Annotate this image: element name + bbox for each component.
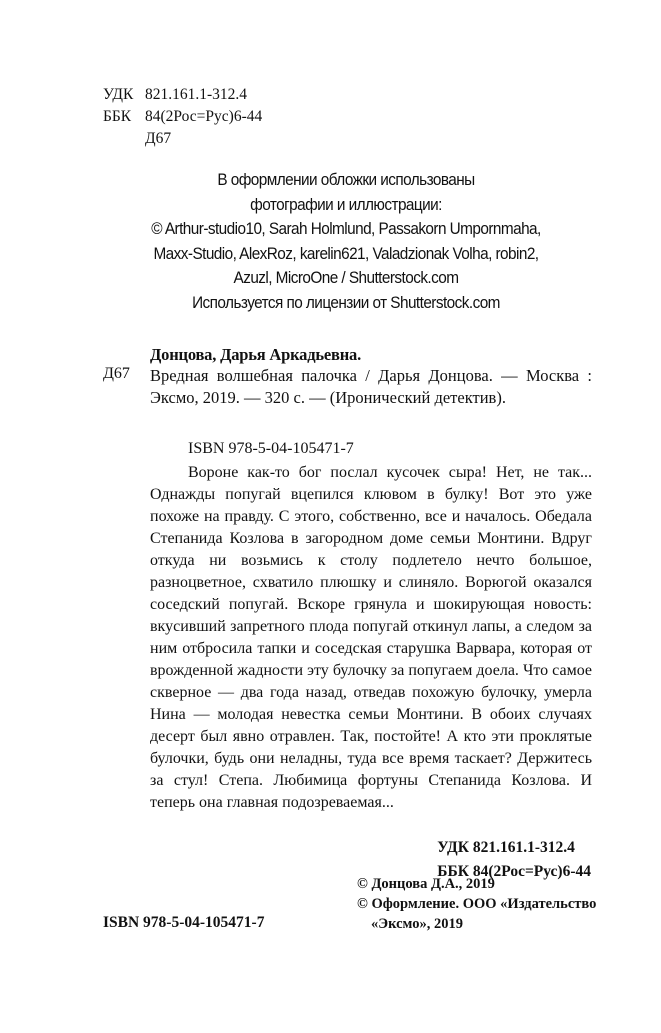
author-sign: Д67 bbox=[145, 130, 172, 147]
copyright-design-cont: «Эксмо», 2019 bbox=[371, 916, 463, 932]
udk-line bbox=[103, 84, 262, 106]
bottom-udk: УДК 821.161.1-312.4 bbox=[437, 839, 575, 856]
udk-label: УДК bbox=[103, 86, 134, 103]
credits-line: © Arthur-studio10, Sarah Holmlund, Passakorn Umpornmaha, bbox=[151, 220, 541, 238]
copyright-block bbox=[357, 874, 597, 934]
credits-line: В оформлении обложки использованы bbox=[217, 171, 475, 189]
credits-line: Используется по лицензии от Shutterstock.com bbox=[192, 293, 500, 312]
bbk-label: ББК bbox=[103, 108, 132, 125]
isbn: ISBN 978-5-04-105471-7 bbox=[188, 440, 354, 457]
classification-block bbox=[103, 84, 262, 150]
bbk-line bbox=[103, 106, 262, 128]
author-heading: Донцова, Дарья Аркадьевна. bbox=[150, 345, 362, 364]
copyright-design: © Оформление. ООО «Издательство bbox=[357, 896, 597, 912]
annotation: Вороне как-то бог послал кусочек сыра! Нет, не так... Однажды попугай вцепился клювом в булку! Вот это уже похоже на правду. С этого, собственно, все и началось. Обедала Степанида Козлова в загородном доме семьи Монтини. Вдруг откуда ни возьмись к столу подлетело нечто большое, разноцветное, схватило плюшку и слиняло. Ворюгой оказался соседский попугай. Вскоре грянула и шокирующая новость: вкусивший запретного плода попугай откинул лапы, а следом за ним отбросила тапки и соседская старушка Варвара, которая от врожденной жадности эту булочку за попугаем доела. Что самое скверное — два года назад, отведав похожую булочку, умерла Нина — молодая невестка семьи Монтини. В обоих случаях десерт был явно отравлен. Так, постойте! А кто эти проклятые булочки, будь они неладны, туда все время таскает? Держитесь за стул! Степа. Любимица фортуны Степанида Козлова. И теперь она главная подозреваемая... bbox=[150, 464, 592, 811]
book-code: Д67 bbox=[103, 365, 130, 382]
credits-line: Azuzl, MicroOne / Shutterstock.com bbox=[233, 269, 459, 287]
bbk-value: 84(2Рос=Рус)6-44 bbox=[145, 108, 263, 125]
credits-line: фотографии и иллюстрации: bbox=[250, 195, 442, 214]
credits-line: Maxx-Studio, AlexRoz, karelin621, Valadzionak Volha, robin2, bbox=[153, 244, 539, 263]
bibliographic-entry: Вредная волшебная палочка / Дарья Донцова. — Москва : Эксмо, 2019. — 320 с. — (Иронический детектив). bbox=[150, 366, 592, 407]
bottom-bbk: ББК 84(2Рос=Рус)6-44 bbox=[437, 863, 591, 880]
cover-credits bbox=[117, 168, 575, 315]
udk-value: 821.161.1-312.4 bbox=[145, 86, 248, 103]
copyright-author: © Донцова Д.А., 2019 bbox=[357, 876, 495, 892]
isbn-bottom: ISBN 978-5-04-105471-7 bbox=[103, 914, 265, 931]
